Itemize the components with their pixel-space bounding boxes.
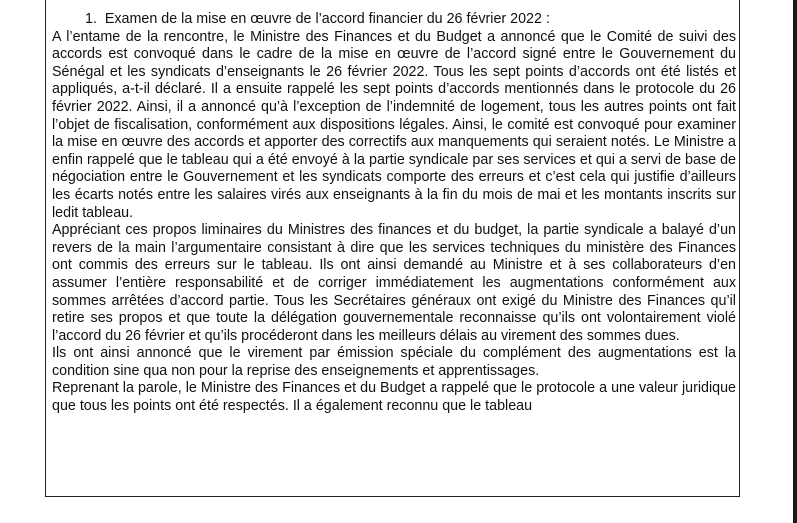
section-heading: 1. Examen de la mise en œuvre de l’accord financier du 26 février 2022 :: [85, 11, 550, 27]
paragraph-3: Ils ont ainsi annoncé que le virement par émission spéciale du complément des augmentations est la condition sine qua non pour la reprise des enseignements et apprentissages.: [52, 345, 736, 379]
paragraph-1: A l’entame de la rencontre, le Ministre des Finances et du Budget a annoncé que le Comité de suivi des accords est convoqué dans le cadre de la mise en œuvre de l’accord signé entre le Gouvernement du Sénégal et les syndicats d’enseignants le 26 février 2022. Tous les sept points d’accords ont été listés et appliqués, a-t-il déclaré. Il a ensuite rappelé les sept points d’accords mentionnés dans le protocole du 26 février 2022. Ainsi, il a annoncé qu’à l’exception de l’indemnité de logement, tous les autres points ont fait l’objet de fiscalisation, conformément aux dispositions légales. Ainsi, le comité est convoqué pour examiner la mise en œuvre des accords et apporter des correctifs aux manquements qui seraient notés. Le Ministre a enfin rappelé que le tableau qui a été envoyé à la partie syndicale par ses services et qui a servi de base de négociation entre le Gouvernement et les syndicats comporte des erreurs et c’est cela qui justifie d’ailleurs les écarts notés entre les salaires virés aux enseignants à la fin du mois de mai et les montants inscrits sur ledit tableau.: [52, 28, 736, 221]
document-body: [52, 11, 736, 416]
paragraph-4: Reprenant la parole, le Ministre des Finances et du Budget a rappelé que le protocole a une valeur juridique que tous les points ont été respectés. Il a également reconnu que le tableau: [52, 380, 736, 415]
paragraph-2: Appréciant ces propos liminaires du Ministres des finances et du budget, la partie syndicale a balayé d’un revers de la main l’argumentaire consistant à dire que les services techniques du ministère des Finances ont commis des erreurs sur le tableau. Ils ont ainsi demandé au Ministre et à ses collaborateurs d’en assumer l’entière responsabilité et de corriger immédiatement les augmentations conformément aux sommes arrêtées d’accord partie. Tous les Secrétaires généraux ont exigé du Ministre des Finances qu’il retire ses propos et que toute la délégation gouvernementale reconnaisse qu’ils ont volontairement violé l’accord du 26 février et qu’ils procéderont dans les meilleurs délais au virement des sommes dues.: [52, 222, 736, 344]
window-edge: [793, 0, 797, 523]
